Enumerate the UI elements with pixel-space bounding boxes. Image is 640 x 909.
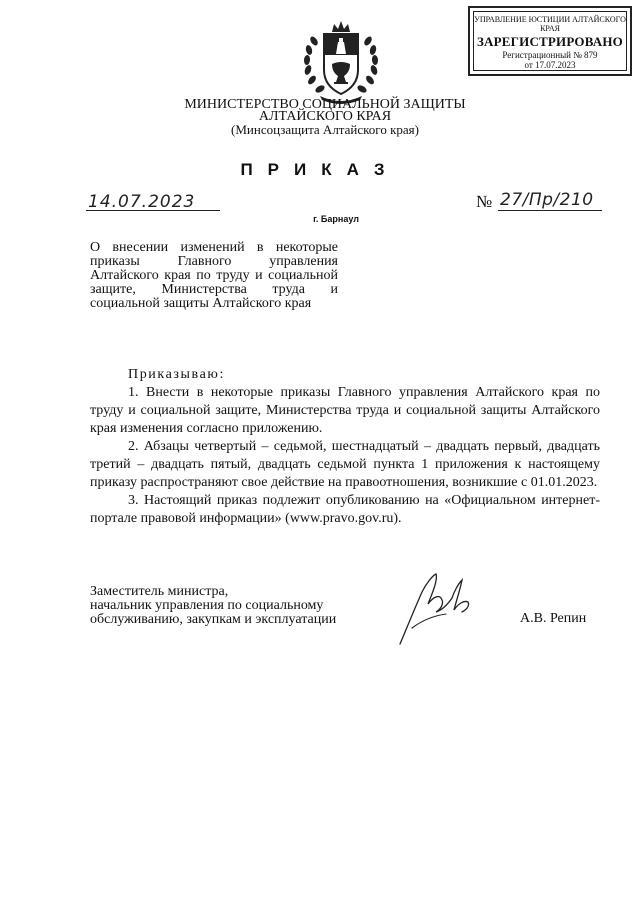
ministry-name (160, 99, 490, 123)
signer-name: А.В. Репин (520, 611, 587, 626)
order-item-2: 2. Абзацы четвертый – седьмой, шестнадцатый – двадцать первый, двадцать третий – двадцать пятый, двадцать седьмой пункта 1 приложения к настоящему приказу распространяют свое действие на правоотношения, возникшие с 01.01.2023. (90, 439, 600, 490)
city-label: г. Барнаул (313, 214, 359, 224)
signer-position (90, 585, 380, 627)
document-number: 27/Пр/210 (500, 190, 594, 210)
coat-of-arms-icon (298, 16, 384, 106)
signer-position-line-2: начальник управления по социальному (90, 598, 324, 613)
ministry-line-1: МИНИСТЕРСТВО СОЦИАЛЬНОЙ ЗАЩИТЫ (184, 97, 466, 112)
number-sign: № (476, 192, 493, 211)
stamp-org: УПРАВЛЕНИЕ ЮСТИЦИИ АЛТАЙСКОГО КРАЯ (474, 15, 626, 33)
ministry-short-name: (Минсоцзащита Алтайского края) (231, 122, 419, 137)
order-lead: Приказываю: (128, 367, 225, 382)
document-body (90, 366, 600, 528)
signer-position-line-3: обслуживанию, закупкам и эксплуатации (90, 612, 337, 627)
document-date: 14.07.2023 (88, 192, 196, 212)
registration-stamp (468, 6, 632, 76)
document-subject: О внесении изменений в некоторые приказы Главного управления Алтайского края по труду и социальной защите, Министерства труда и социальной защиты Алтайского края (90, 240, 338, 311)
order-item-1: 1. Внести в некоторые приказы Главного управления Алтайского края по труду и социальной защите, Министерства труда и социальной защиты Алтайского края изменения согласно приложению. (90, 385, 600, 436)
stamp-inner-frame (473, 11, 627, 71)
ministry-line-2: АЛТАЙСКОГО КРАЯ (258, 109, 392, 124)
stamp-status: ЗАРЕГИСТРИРОВАНО (477, 34, 623, 49)
handwritten-signature (392, 570, 488, 648)
stamp-reg-number: Регистрационный № 879 (502, 50, 598, 60)
stamp-reg-date: от 17.07.2023 (524, 60, 576, 70)
date-underline (86, 210, 220, 211)
order-item-3: 3. Настоящий приказ подлежит опубликованию на «Официальном интернет-портале правовой информации» (www.pravo.gov.ru). (90, 493, 600, 526)
document-title: ПРИКАЗ (240, 160, 400, 179)
signer-position-line-1: Заместитель министра, (90, 584, 229, 599)
number-underline (498, 210, 602, 211)
